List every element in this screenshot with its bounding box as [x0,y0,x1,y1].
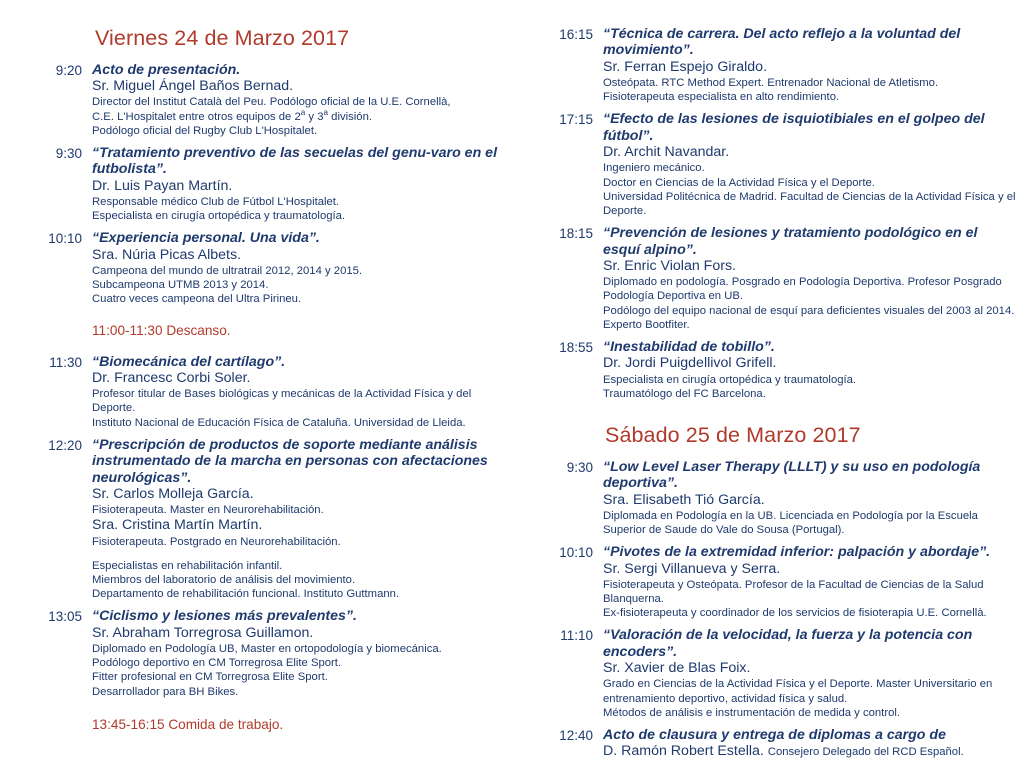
session-detail: Grado en Ciencias de la Actividad Física y el Deporte. Master Universitario en entrenamiento deportivo, actividad física y salud. [603,678,993,705]
session-detail: Campeona del mundo de ultratrail 2012, 2014 y 2015. [92,264,363,277]
session-detail: Instituto Nacional de Educación Física de Cataluña. Universidad de Lleida. [92,416,466,429]
session-speaker: Dr. Jordi Puigdellivol Grifell. [603,355,777,372]
lunch-notice: 13:45-16:15 Comida de trabajo. [92,716,284,732]
session-detail: Fisioterapeuta y Osteópata. Profesor de la Facultad de Ciencias de la Salud Blanquerna. [603,578,984,606]
left-column [0,0,515,735]
session-detail: Doctor en Ciencias de la Actividad Física y el Deporte. [603,176,875,189]
session-row [30,437,505,602]
session-speaker: Sr. Ferran Espejo Giraldo. [603,58,768,75]
session-title: “Técnica de carrera. Del acto reflejo a la voluntad del movimiento”. [603,26,961,59]
session-title: “Low Level Laser Therapy (LLLT) y su uso en podología deportiva”. [603,458,981,492]
session-body [82,354,505,430]
session-speaker: Dr. Luis Payan Martín. [92,177,233,194]
session-detail: Fisioterapeuta. Postgrado en Neurorehabilitación. [92,535,341,548]
session-time: 13:05 [48,609,82,625]
session-row [525,225,1016,332]
session-detail: Ingeniero mecánico. [603,162,705,175]
session-time: 11:30 [49,354,82,370]
session-body [593,727,1016,762]
session-title: “Efecto de las lesiones de isquiotibiales en el golpeo del fútbol”. [603,111,985,144]
session-speaker: Dr. Archit Navandar. [603,144,730,161]
session-speaker: Sra. Núria Picas Albets. [92,246,242,263]
session-time: 9:30 [566,459,593,475]
session-row [30,145,505,223]
session-speaker: Sr. Miguel Ángel Baños Bernad. [92,78,294,95]
session-detail: Podólogo del equipo nacional de esquí para deficientes visuales del 2003 al 2014. Experto Bootfiter. [603,304,1015,331]
session-row [525,111,1016,218]
session-body [593,225,1016,332]
closing-speaker-role: Consejero Delegado del RCD Español. [767,746,964,759]
session-detail: Ex-fisioterapeuta y coordinador de los servicios de fisioterapia U.E. Cornellà. [603,607,987,620]
session-title: “Tratamiento preventivo de las secuelas del genu-varo en el futbolista”. [92,144,498,178]
break-notice: 11:00-11:30 Descanso. [92,322,231,338]
session-time: 10:10 [48,231,82,247]
session-detail: Osteópata. RTC Method Expert. Entrenador Nacional de Atletismo. [603,77,939,90]
session-speaker: Dr. Francesc Corbi Soler. [92,369,251,386]
session-speaker: Sr. Carlos Molleja García. [92,486,254,503]
session-detail: Universidad Politécnica de Madrid. Facultad de Ciencias de la Actividad Física y el Deporte. [603,190,1016,218]
session-title: “Ciclismo y lesiones más prevalentes”. [92,608,357,625]
session-body [82,437,505,602]
session-time: 18:55 [559,340,593,356]
day-heading-saturday: Sábado 25 de Marzo 2017 [605,423,861,448]
session-detail: C.E. L'Hospitalet entre otros equipos de 2$^a$ y 3$^a$ división. [92,107,372,123]
session-body [593,459,1016,537]
session-detail: Fisioterapeuta especialista en alto rendimiento. [603,91,840,104]
session-body [82,230,505,306]
session-row [525,459,1016,537]
session-row [525,627,1016,720]
session-detail: Miembros del laboratorio de análisis del movimiento. [92,574,356,587]
session-detail: Especialistas en rehabilitación infantil. [92,559,283,572]
session-detail: Responsable médico Club de Fútbol L'Hospitalet. [92,195,340,208]
session-detail: Diplomado en Podología UB, Master en ortopodología y biomecánica. [92,643,442,656]
right-column [515,0,1030,760]
session-detail: Fisioterapeuta. Master en Neurorehabilitación. [92,504,324,517]
session-speaker: Sr. Abraham Torregrosa Guillamon. [92,624,314,641]
session-speaker: Sr. Sergi Villanueva y Serra. [603,560,781,577]
session-detail: Departamento de rehabilitación funcional. Instituto Guttmann. [92,588,400,601]
session-body [82,145,505,223]
session-title: “Inestabilidad de tobillo”. [603,339,775,356]
session-body [593,26,1016,104]
session-time: 11:10 [560,628,593,644]
session-row [525,26,1016,104]
session-body [593,627,1016,720]
session-row [30,230,505,306]
session-time: 10:10 [559,545,593,561]
session-row [30,608,505,698]
session-time: 16:15 [559,27,593,42]
session-body [82,62,505,138]
session-title: “Prevención de lesiones y tratamiento podológico en el esquí alpino”. [603,225,978,258]
session-speaker: Sr. Xavier de Blas Foix. [603,660,751,677]
session-speaker: Sr. Enric Violan Fors. [603,258,736,275]
session-detail: Traumatólogo del FC Barcelona. [603,387,766,400]
session-title: Acto de clausura y entrega de diplomas a cargo de [603,727,946,744]
session-title: “Biomecánica del cartílago”. [92,353,286,370]
session-speaker [603,743,1016,761]
session-title: “Valoración de la velocidad, la fuerza y la potencia con encoders”. [603,627,973,660]
session-body [82,608,505,698]
session-row [525,339,1016,401]
session-time: 12:40 [559,728,593,744]
session-body [593,339,1016,401]
session-detail: Profesor titular de Bases biológicas y mecánicas de la Actividad Física y del Deporte. [92,388,472,415]
session-title: “Prescripción de productos de soporte mediante análisis instrumentado de la marcha en personas con afectaciones neurológicas”. [92,436,488,486]
day-heading-friday: Viernes 24 de Marzo 2017 [95,26,350,50]
session-row [525,727,1016,762]
session-speaker: Sra. Elisabeth Tió García. [603,491,765,508]
closing-speaker-name: D. Ramón Robert Estella. [603,743,764,760]
session-title: “Pivotes de la extremidad inferior: palpación y abordaje”. [603,544,991,561]
session-body [593,111,1016,218]
session-title: “Experiencia personal. Una vida”. [92,230,320,247]
session-row [30,62,505,138]
session-detail: Desarrollador para BH Bikes. [92,685,239,698]
session-body [593,544,1016,620]
session-row [525,544,1016,620]
session-detail: Métodos de análisis e instrumentación de medida y control. [603,706,901,719]
session-time: 9:20 [55,62,82,78]
session-detail: Director del Institut Català del Peu. Podólogo oficial de la U.E. Cornellà, [92,96,451,109]
session-time: 17:15 [559,112,593,128]
session-detail: Fitter profesional en CM Torregrosa Elite Sport. [92,671,328,684]
session-detail: Podólogo oficial del Rugby Club L'Hospitalet. [92,124,318,137]
session-detail: Diplomada en Podología en la UB. Licenciada en Podología por la Escuela Superior de Saude do Vale do Sousa (Portugal). [603,509,978,537]
session-detail: Cuatro veces campeona del Ultra Pirineu. [92,293,302,306]
session-row [30,354,505,430]
session-detail: Podólogo deportivo en CM Torregrosa Elite Sport. [92,657,342,670]
session-title: Acto de presentación. [92,61,241,78]
session-detail: Especialista en cirugía ortopédica y traumatología. [603,373,857,386]
session-speaker-secondary: Sra. Cristina Martín Martín. [92,517,263,534]
session-time: 12:20 [48,437,82,453]
session-time: 9:30 [55,145,82,161]
session-time: 18:15 [559,226,593,242]
session-detail: Especialista en cirugía ortopédica y traumatología. [92,210,346,223]
session-detail: Subcampeona UTMB 2013 y 2014. [92,279,269,292]
session-detail: Diplomado en podología. Posgrado en Podología Deportiva. Profesor Posgrado Podología Deportiva en UB. [603,276,1002,303]
